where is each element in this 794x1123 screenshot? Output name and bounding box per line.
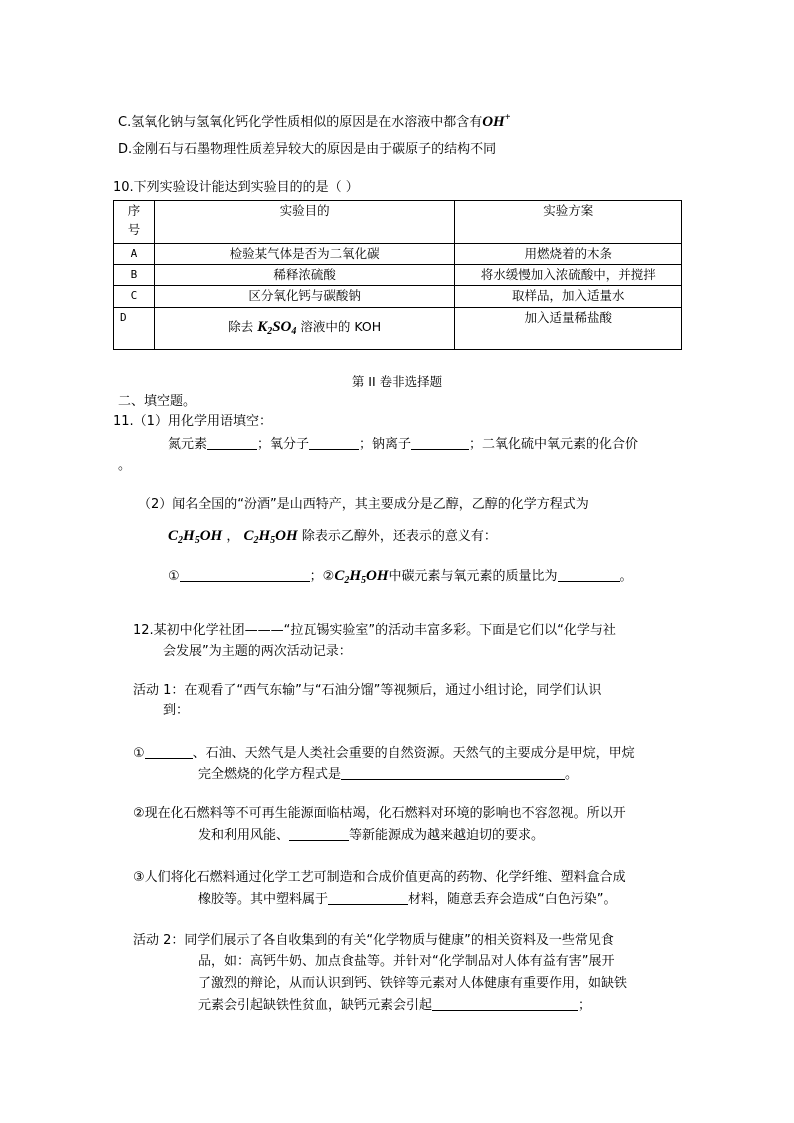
table-row: [114, 286, 682, 308]
item3-line2: 橡胶等。其中塑料属于 材料，随意丢弃会造成“白色污染”。: [198, 892, 617, 907]
row-no: B: [114, 265, 155, 286]
ethanol-formula: $C_2H_5OH$: [334, 568, 389, 586]
blank-plastic-material[interactable]: [328, 890, 408, 905]
option-d: D.金刚石与石墨物理性质差异较大的原因是由于碳原子的结构不同: [118, 142, 497, 157]
activity2-line1: 活动 2：同学们展示了各自收集到的有关“化学物质与健康”的相关资料及一些常见食: [133, 933, 614, 948]
question-12-stem-line1: 12.某初中化学社团———“拉瓦锡实验室”的活动丰富多彩。下面是它们以“化学与社: [133, 623, 616, 638]
header-no: 序 号: [114, 201, 155, 244]
ethanol-formula: $C_2H_5OH$: [243, 528, 298, 546]
item2-line2: 发和利用风能、 等新能源成为越来越迫切的要求。: [198, 828, 545, 843]
blank-sodium-ion[interactable]: [411, 435, 469, 450]
blank-ethanol-meaning[interactable]: [180, 567, 310, 582]
row-no: D: [114, 308, 155, 350]
activity2-line3: 了激烈的辩论，从而认识到钙、铁锌等元素对人体健康有重要作用，如缺铁: [198, 976, 628, 991]
blank-new-energy[interactable]: [289, 826, 349, 841]
row-plan: 加入适量稀盐酸: [455, 308, 682, 350]
row-no: C: [114, 286, 155, 308]
experiment-table: [113, 200, 682, 350]
item1-line2: 完全燃烧的化学方程式是 。: [198, 767, 579, 782]
option-c: [118, 109, 510, 132]
question-11-part2-line3: ① ；$②C_2H_5OH$中碳元素与氧元素的质量比为 。: [168, 568, 633, 586]
blank-mass-ratio[interactable]: [558, 567, 620, 582]
blank-oxygen-molecule[interactable]: [309, 435, 359, 450]
item1-line1: ① 、石油、天然气是人类社会重要的自然资源。天然气的主要成分是甲烷，甲烷: [133, 746, 635, 761]
blank-methane-equation[interactable]: [341, 765, 565, 780]
activity1-line1: 活动 1：在观看了“西气东输”与“石油分馏”等视频后，通过小组讨论，同学们认识: [133, 683, 602, 698]
blank-calcium-deficiency[interactable]: [432, 996, 578, 1011]
activity2-line4: 元素会引起缺铁性贫血，缺钙元素会引起 ；: [198, 998, 592, 1013]
row-plan: 取样品，加入适量水: [455, 286, 682, 308]
header-plan: 实验方案: [455, 201, 682, 244]
row-purpose: 稀释浓硫酸: [154, 265, 454, 286]
row-purpose: 除去 $K_2SO_4$ 溶液中的 KOH: [154, 308, 454, 350]
question-12-stem-line2: 会发展”为主题的两次活动记录：: [163, 644, 352, 659]
table-row: [114, 308, 682, 350]
table-row: [114, 265, 682, 286]
ethanol-formula: $C_2H_5OH$: [168, 528, 223, 546]
question-11-part2-stem: （2）闻名全国的“汾酒”是山西特产，其主要成分是乙醇，乙醇的化学方程式为: [138, 497, 589, 512]
option-c-text: C.氢氧化钠与氢氧化钙化学性质相似的原因是在水溶液中都含有: [118, 115, 483, 130]
question-11-part1-blanks: 氮元素 ；氧分子 ；钠离子 ；二氧化硫中氧元素的化合价: [168, 437, 639, 452]
hydroxide-formula: OH+: [482, 112, 511, 130]
blank-nitrogen-element[interactable]: [207, 435, 257, 450]
section-title: 二、填空题。: [118, 394, 197, 409]
item2-line1: ②现在化石燃料等不可再生能源面临枯竭，化石燃料对环境的影响也不容忽视。所以开: [133, 806, 626, 821]
question-11-part1-end: 。: [118, 458, 132, 473]
question-10-stem: 10.下列实验设计能达到实验目的的是（ ）: [113, 180, 359, 195]
table-header-row: [114, 201, 682, 244]
activity1-line2: 到：: [163, 703, 190, 718]
row-plan: 将水缓慢加入浓硫酸中，并搅拌: [455, 265, 682, 286]
activity2-line2: 品，如：高钙牛奶、加点食盐等。并针对“化学制品对人体有益有害”展开: [198, 954, 615, 969]
row-plan: 用燃烧着的木条: [455, 244, 682, 265]
header-purpose: 实验目的: [154, 201, 454, 244]
part2-title: 第 II 卷非选择题: [351, 374, 443, 389]
item3-line1: ③人们将化石燃料通过化学工艺可制造和合成价值更高的药物、化学纤维、塑料盒合成: [133, 870, 626, 885]
question-11-part1-stem: 11.（1）用化学用语填空：: [113, 414, 272, 429]
table-row: [114, 244, 682, 265]
row-no: A: [114, 244, 155, 265]
blank-fossil-fuel[interactable]: [145, 744, 193, 759]
potassium-sulfate-formula: $K_2SO_4$: [257, 318, 297, 337]
row-purpose: 区分氧化钙与碳酸钠: [154, 286, 454, 308]
row-purpose: 检验某气体是否为二氧化碳: [154, 244, 454, 265]
question-11-part2-line2: $C_2H_5OH$ ， $C_2H_5OH$ 除表示乙醇外，还表示的意义有：: [168, 528, 497, 546]
